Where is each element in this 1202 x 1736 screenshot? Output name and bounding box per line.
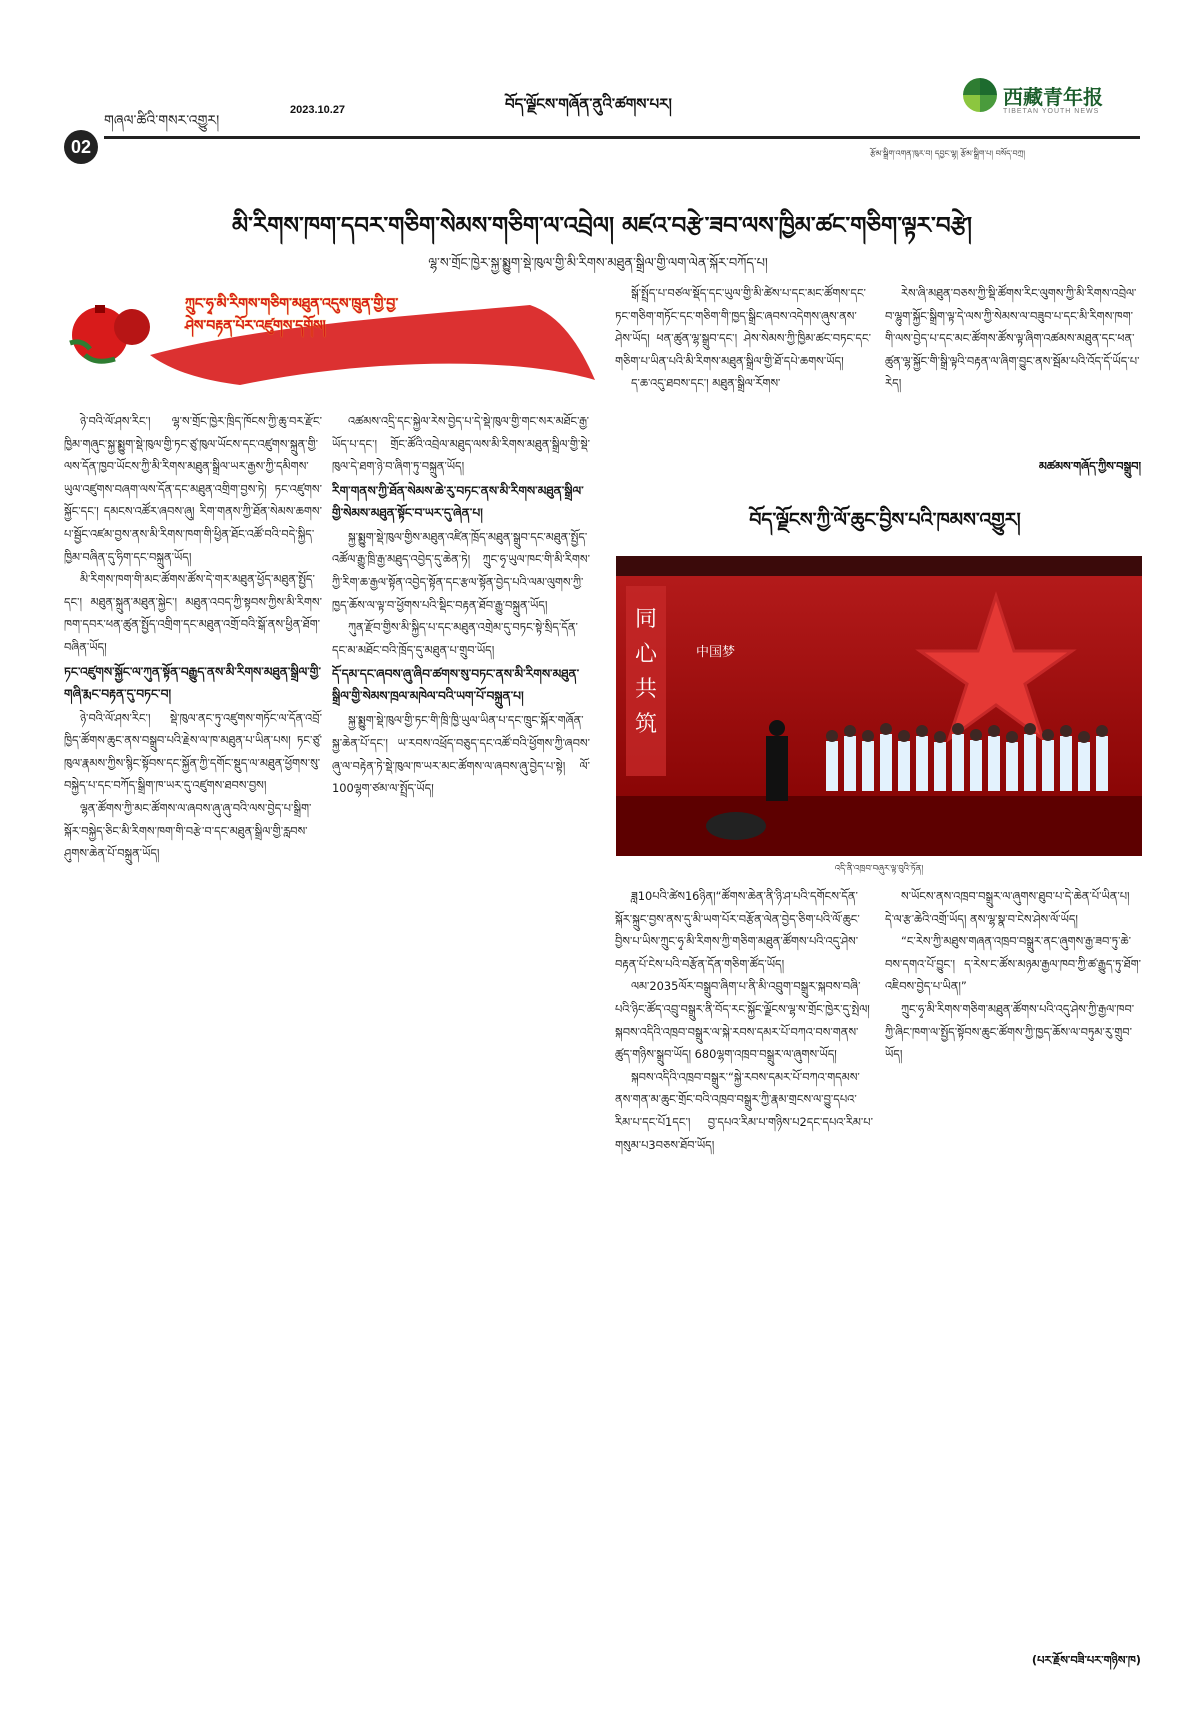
- article1-column-3: [615, 282, 871, 474]
- speaker-monitor: [706, 812, 766, 840]
- paragraph: ཉེ་བའི་ལོ་ཤས་རིང་། ལྷ་ས་གྲོང་ཁྱེར་ཁྲིད་ཁོངས་ཀྱི་ཆུ་བར་རྫོང་ཁྱིམ་གཞུང་སྐྱ་སྨྱུག་སྡེ་ཁུལ་གྱི་ཏང་ཙུ་ཁུལ་ཡོངས་དང་འཛུགས་སྐྲུན་གྱི་ལས་དོན་ཁྱབ་ཡོངས་ཀྱི་མི་རིགས་མཐུན་སྒྲིལ་ཡར་རྒྱས་ཀྱི་དམིགས་ཡུལ་འཛུགས་བཞག་ལས་དོན་དང་མཐུན་འགྲིག་བྱས་ཏེ། ཏང་འཛུགས་སྐྱོང་དང་། དམངས་འཚོར་ཞབས་ཞུ། རིག་གནས་ཀྱི་ཐོན་སེམས་ཆགས་པ་སྦྱོང་འཛམ་བྱས་ནས་མི་རིགས་ཁག་གི་ཕྱིན་ཐོང་འཚོ་བའི་བདེ་སྐྱིད་ཁྱིམ་བཞིན་དུ་ཧིག་དང་བསྐྲུན་ཡོད།: [64, 414, 322, 564]
- paragraph: སྐྱ་སྨྱུག་སྡེ་ཁུལ་གྱིས་མཐུན་འཛིན་ཁྲོད་མཐུན་སྒྲུབ་དང་མཐུན་སྤྱོད་འཚོལ་རྒྱུ་ཁྲི་རྒྱ་མཐུད་འབྱེད་དུ་ཆེན་ཏེ། ཀྲུང་ཧྭ་ཡུལ་ཁང་གི་མི་རིགས་ཀྱི་རིག་ཆ་རྒྱལ་སྟོན་འབྱེད་སྟོན་དང་རྩལ་སྟོན་བྱེད་པའི་ལམ་ལུགས་ཀྱི་ཁྱད་ཆོས་ལ་ལྟ་བ་ཕྱོགས་པའི་སྡིང་བརྟན་ཐོབ་རྒྱུ་བསྐྲུན་ཡོད།: [332, 529, 590, 612]
- logo-text: 西藏青年报: [1003, 84, 1103, 109]
- paragraph: སྐྱ་སྨྱུག་སྡེ་ཁུལ་གྱི་ཏང་གི་ཁྲི་ཁྱི་ཡུལ་ཡིན་པ་དང་ཁྲུང་སྐོར་གཞོན་སྐྱ་ཆེན་པོ་དང་། ཡ་རབས་འཕྲོད་བཅུད་དང་འཚོ་བའི་ཕྱོགས་ཀྱི་ཞབས་ཞུ་ལ་བརྟེན་ཏེ་སྡེ་ཁུལ་ཁ་ཡར་མང་ཚོགས་ལ་ཞབས་ཞུ་བྱེད་པ་སྟེ། ལོ་100ལྷག་ཙམ་ལ་སྤྲོད་ཡོད།: [332, 713, 590, 796]
- article2-column-2: [885, 885, 1141, 1645]
- conductor: [766, 736, 788, 801]
- article1-column-4: [885, 282, 1141, 454]
- issue-date: 2023.10.27: [290, 104, 346, 116]
- paragraph: ད་ཆ་འདུ་ཐབས་དང་། མཐུན་སྒྲིལ་རོགས་: [630, 376, 781, 391]
- slogan-char: 心: [634, 642, 658, 667]
- banner-line-1: ཀྲུང་ཧྭ་མི་རིགས་གཅིག་མཐུན་འདུས་ཁྲུན་གྱི་བྱ་: [185, 296, 399, 312]
- newspaper-title: བོད་ལྗོངས་གཞོན་ནུའི་ཚགས་པར།: [505, 95, 672, 113]
- paragraph: ས་ཡོངས་ནས་འཁྲབ་བསྒྲུར་ལ་ཞུགས་ཐུབ་པ་དེ་ཆེན་པོ་ཡིན་པ། དེ་ལ་རྩ་ཆེའི་འགྲོ་ཡོད། ནས་ལྷ་སྣ་བ་ངེས་ཤེས་ལོ་ཡོད།: [885, 889, 1130, 926]
- paragraph: རེས་ཞི་མཐུན་བཅས་ཀྱི་སྡི་ཚོགས་རིང་ལུགས་ཀྱི་མི་རིགས་འབྲེལ་བ་ལྷུག་སྐྱོང་སྒྲིག་ལྟ་དེ་ལས་ཀྱི་སེམས་ལ་བཟུབ་པ་དང་མི་རིགས་ཁག་གི་ལས་བྱེད་པ་དང་མང་ཚོགས་ཚོས་ལྟ་ཞིག་འཚམས་མཐུན་དང་ཕན་ཚུན་ལྷ་སྐྱོང་གི་སྒྲི་ལྟའི་བརྟན་ལ་ཞིག་བྱུང་ནས་སྦོམ་པའི་འོད་དོ་ཡོད་པ་རེད།: [885, 286, 1140, 391]
- stage-photo-illustration: [616, 556, 1142, 856]
- slogan-char: 中国梦: [696, 645, 736, 660]
- paragraph: སྐབས་འདིའི་འཁྲབ་བསྒྲུར་“སྐྱེ་རབས་དམར་པོ་བཀའ་གདམས་ནས་གན་མ་ཆུང་གྲོང་བའི་འཁྲབ་བསྒྲུར་ཀྱི་རྣམ་གྲངས་ལ་བྱུ་དཔའ་རིམ་པ་དང་པོ1དང་། བྱ་དཔའ་རིམ་པ་གཉིས་པ2དང་དཔའ་རིམ་པ་གསུམ་པ3བཅས་ཐོབ་ཡོད།: [615, 1069, 873, 1152]
- paragraph: ལམ་2035ལོར་བསྒྲུབ་ཞིག་པ་ནི་མི་འབྲུག་བསྒྲུར་སྐབས་བཞི་པའི་ཉིང་ཚོད་འབྲུ་བསྒྲུར་ནི་བོད་རང་སྐྱོང་ལྗོངས་ལྷ་ས་གྲོང་ཁྱེར་དུ་སྤེལ། སྐབས་འདིའི་འཁྲབ་བསྒྲུར་ལ་སྐེ་རབས་དམར་པོ་བཀའ་བས་གནས་ཚུད་གཉིས་སྒྲུབ་ཡོད། 680ལྷག་འཁྲབ་བསྒྲུར་ལ་ཞུགས་ཡོད།: [615, 979, 870, 1062]
- article2-title: བོད་ལྗོངས་ཀྱི་ལོ་ཆུང་བྱིས་པའི་ཁམས་འགྱུར།: [749, 509, 1021, 531]
- paragraph: སྒོ་སྤྲོད་པ་བཙལ་སྡོད་དང་ཡུལ་གྱི་མི་ཚེས་པ་དང་མང་ཚོགས་དང་ཏང་གཅིག་གཏོང་དང་གཅིག་གི་ཁྱད་སྒྲིང་ཞབས་འདེགས་ཞུས་ནས་ཤེས་ཡོད། ཕན་ཚུན་ལྷ་སྒྲུབ་དང་། ཤེས་སེམས་ཀྱི་ཁྱིམ་ཚང་བཏང་དང་གཅིག་པ་ཡིན་པའི་མི་རིགས་མཐུན་སྒྲིལ་གྱི་ཐོ་དཔེ་ཆགས་ཡོད།: [615, 286, 871, 368]
- article-subhead: ལྷ་ས་གྲོང་ཁྱེར་སྐྱ་སྨྱུག་སྡེ་ཁུལ་གྱི་མི་རིགས་མཐུན་སྒྲིལ་གྱི་ལག་ལེན་སྐོར་བཀོད་པ།: [428, 256, 768, 271]
- banner-text: [185, 293, 545, 337]
- logo-icon: [963, 78, 997, 112]
- article1-column-1: [64, 410, 322, 1670]
- editor-credits: རྩོམ་སྒྲིག་འགན་ཁུར་བ། དབྱང་ལྷ། རྩོམ་སྒྲིག་པ། བསོད་བཀྲ།: [870, 149, 1025, 158]
- paragraph: ཟླ10པའི་ཚེས16ཉིན།“ཚོགས་ཆེན་ནི་ཉི་ཤ་པའི་དགོངས་དོན་སྐོར་སྐྲུང་བྱས་ནས་དུ་མི་ཡག་པོར་བརྩོན་ལེན་བྱེད་ཅིག་པའི་ལོ་ཆུང་བྱིས་པ་ཡིས་ཀྲུང་ཧྭ་མི་རིགས་ཀྱི་གཅིག་མཐུན་ཚོགས་པའི་འདུ་ཤེས་བརྟན་པོ་ངེས་པའི་བརྩོན་དོན་གཅིག་ཚོད་ཡོད།: [615, 889, 860, 971]
- performance-photo: [616, 556, 1142, 856]
- slogan-char: 共: [634, 677, 658, 702]
- section-heading: ཏང་འཛུགས་སྐྱོང་ལ་ཀུན་སྟོན་བརྒྱུད་ནས་མི་རིགས་མཐུན་སྒྲིལ་གྱི་གཞི་རྨང་བརྟན་དུ་བཏང་བ།: [64, 664, 321, 701]
- slogan-char: 筑: [634, 712, 658, 737]
- section-heading: དོ་དམ་དང་ཞབས་ཞུ་ཞིབ་ཚགས་སུ་བཏང་ནས་མི་རིགས་མཐུན་སྒྲིལ་གྱི་སེམས་ཁྲལ་མཁེལ་བའི་ཡག་པོ་བསྐྲུན་པ།: [332, 667, 580, 704]
- article-headline: མི་རིགས་ཁག་དབར་གཅིག་སེམས་གཅིག་ལ་འབྲེལ། མཛའ་བརྩེ་ཟབ་ལས་ཁྱིམ་ཚང་གཅིག་ལྟར་བརྩེ།: [231, 213, 973, 239]
- paragraph: མི་རིགས་ཁག་གི་མང་ཚོགས་ཚོས་དེ་གར་མཐུན་ཕྱོད་མཐུན་སྤྱོད་དང་། མཐུན་སྐྲུན་མཐུན་སྐྱེང་། མཐུན་འབད་ཀྱི་སྟབས་ཀྱིས་མི་རིགས་ཁག་དབར་ཕན་ཚུན་སྤྱོད་འགྲིག་དང་མཐུན་འགྲོ་བའི་སྒོ་ནས་ཕྱིན་ཐོག་བཞིན་ཡོད།: [64, 572, 322, 654]
- newspaper-logo: [963, 78, 1103, 112]
- paragraph: ཀུན་རྫོབ་གྱིས་མི་སྐྱིད་པ་དང་མཐུན་འགྲེམ་དུ་བཏང་སྟེ་སྲིད་དོན་དང་མ་མཐོང་བའི་ཁྲོད་དུ་མཐུན་པ་གྲུབ་ཡོད།: [332, 620, 578, 657]
- article2-byline: (པར་རྗོས་བཟི་པར་གཉིས་ཁ): [1031, 1653, 1141, 1667]
- banner-line-2: ཤེས་བརྟན་པོར་འཛུགས་དགོས།: [185, 318, 326, 334]
- page-number: 02: [64, 130, 98, 164]
- paragraph: འཚམས་འདྲི་དང་སྐྱེལ་རེས་བྱེད་པ་དེ་སྡེ་ཁུལ་གྱི་གང་སར་མཐོང་རྒྱ་ཡོད་པ་དང་། གྲོང་ཚོའི་འབྲེལ་མཐུད་ལས་མི་རིགས་མཐུན་སྒྲིལ་གྱི་སྡེ་ཁུལ་དེ་ཐག་ཉེ་བ་ཞིག་ཏུ་བསྐྲུན་ཡོད།: [332, 414, 590, 474]
- paragraph: ཀྲུང་ཧྭ་མི་རིགས་གཅིག་མཐུན་ཚོགས་པའི་འདུ་ཤེས་ཀྱི་རྒྱལ་ཁབ་ཀྱི་ཞིང་ཁག་ལ་སྤྱོད་སྟོབས་ཆུང་ཚོགས་ཀྱི་ཁྱད་ཆོས་ལ་བཏུམ་རུ་གྲུབ་ཡོད།: [885, 1001, 1135, 1062]
- article1-column-2: [332, 410, 590, 1670]
- article2-column-1: [615, 885, 873, 1675]
- paragraph: ལྷན་ཚོགས་ཀྱི་མང་ཚོགས་ལ་ཞབས་ཞུ་ཞུ་བའི་ལས་བྱེད་པ་སྒྲིག་སྐོར་བསྐྱེད་ཅིང་མི་རིགས་ཁག་གི་བརྩེ་བ་དང་མཐུན་སྒྲིལ་གྱི་རླབས་ཤུགས་ཆེན་པོ་བསྐྲུན་ཡོད།: [64, 800, 312, 861]
- section-heading: རིག་གནས་ཀྱི་ཐོན་སེམས་ཆེ་རུ་བཏང་ནས་མི་རིགས་མཐུན་སྒྲིལ་གྱི་སེམས་མཐུན་སྟོང་བ་ཡར་དུ་ཞེན་པ།: [332, 483, 584, 520]
- paragraph: ཉེ་བའི་ལོ་ཤས་རིང་། སྡེ་ཁུལ་ནང་ཏུ་འཛུགས་གཏོང་ལ་དོན་འབྲོ་ཁྱིད་ཚོགས་ཆུང་ནས་བསྒྲུབ་པའི་རྗེས་ལ་ཁ་མཐུན་པ་ཡིན་པས། ཏང་ཙུ་ཁུལ་རྣམས་ཀྱིས་སྙིང་སྟོབས་དང་སྐྱོན་ཀྱི་དགོང་སྡུད་ལ་མཐུན་ཕྱོགས་སུ་བསྐྱེད་པ་དང་བཀོད་སྒྲིག་ཁ་ཡར་དུ་འཛུགས་ཐབས་བྱས།: [64, 710, 322, 793]
- article1-byline: མཚམས་གཞོད་ཀྱིས་བསྒྲུབ།: [1038, 459, 1141, 473]
- section-label: གཞལ་ཚིའི་གསར་འགྱུར།: [104, 113, 220, 129]
- paragraph: “ང་རེས་ཀྱི་མཐུས་གཞན་འཁྲབ་བསྒྲུར་ནང་ཞུགས་རྒྱ་ཟབ་ཏུ་ཆེ་བས་དགའ་པོ་བྱུང་། ད་རེས་ང་ཚོས་མཉམ་རྒྱལ་ཁབ་ཀྱི་ཚ་རྒྱུད་ཏུ་ཐོག་འཇིབས་བྱེད་པ་ཡིན།”: [885, 934, 1141, 994]
- slogan-char: 同: [634, 607, 658, 632]
- photo-caption: འདི་ནི་འཁྲབ་བཞུར་ལྟ་བུའི་ཏོན།: [834, 864, 924, 874]
- logo-subtitle: TIBETAN YOUTH NEWS: [1003, 108, 1100, 115]
- header-rule: [104, 136, 1140, 139]
